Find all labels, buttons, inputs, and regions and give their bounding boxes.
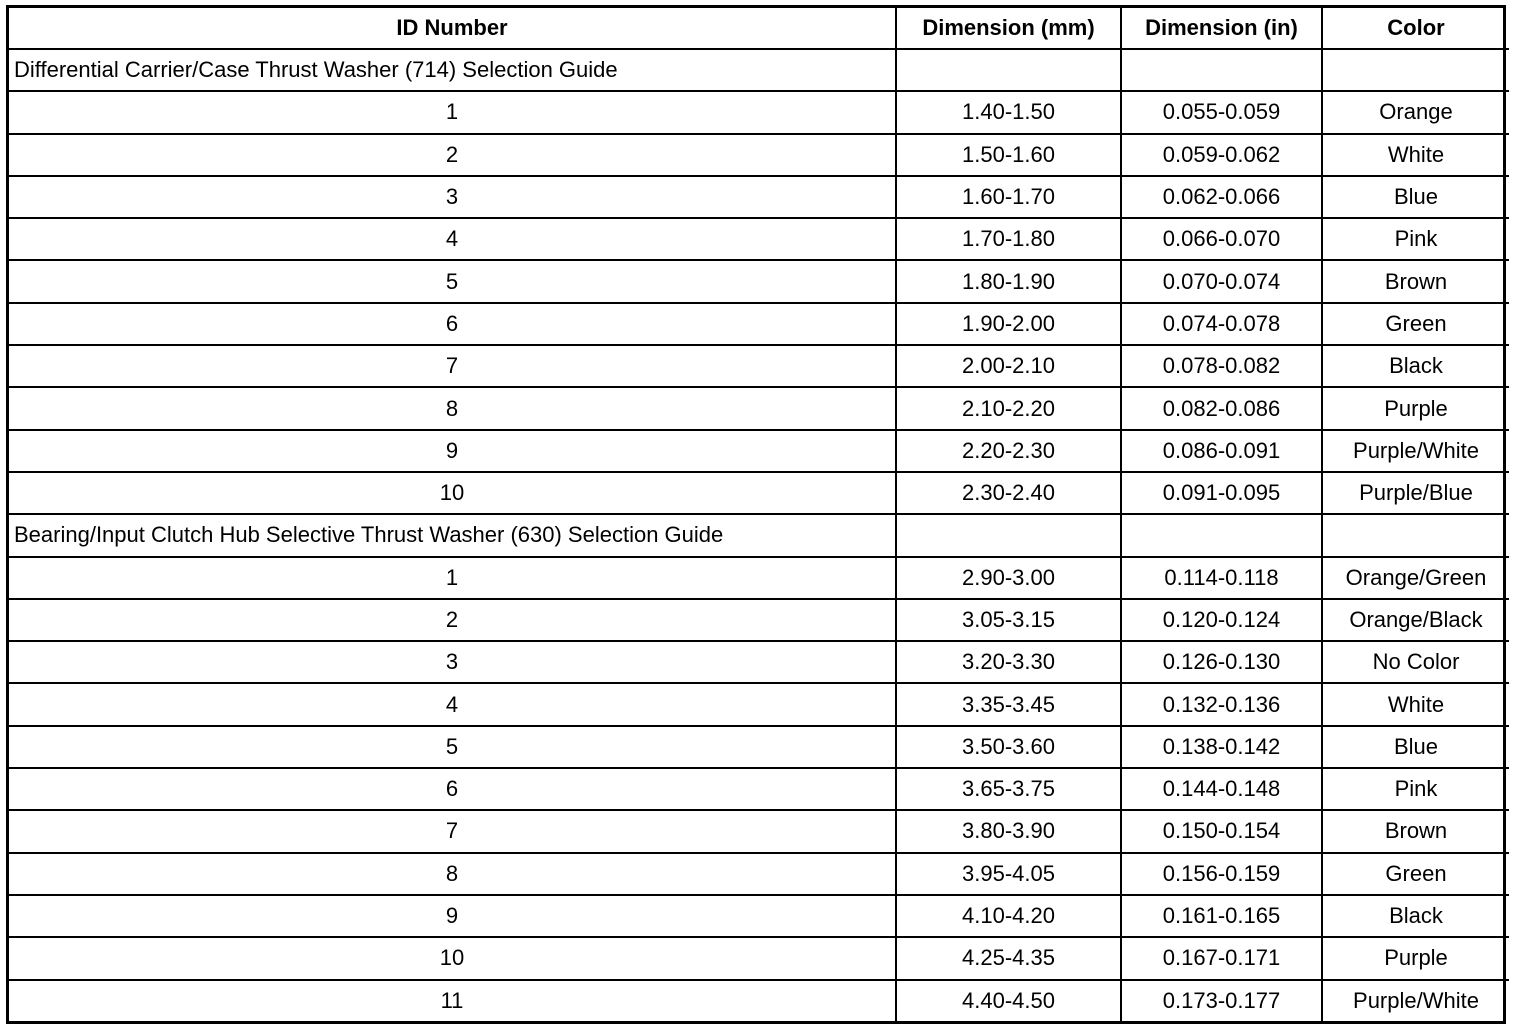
table-row [9, 599, 1509, 641]
table-row [9, 641, 1509, 683]
cell-dimension-in: 0.161-0.165 [1121, 895, 1322, 937]
cell-dimension-in: 0.070-0.074 [1121, 260, 1322, 302]
empty-cell [1121, 49, 1322, 91]
empty-cell [1322, 49, 1509, 91]
cell-dimension-in: 0.091-0.095 [1121, 472, 1322, 514]
cell-id-number: 4 [9, 683, 896, 725]
cell-color: Purple/White [1322, 430, 1509, 472]
cell-id-number: 9 [9, 895, 896, 937]
cell-color: Brown [1322, 260, 1509, 302]
cell-dimension-mm: 3.65-3.75 [896, 768, 1121, 810]
cell-color: Black [1322, 895, 1509, 937]
cell-id-number: 4 [9, 218, 896, 260]
table-row [9, 176, 1509, 218]
header-color: Color [1322, 8, 1509, 49]
cell-dimension-mm: 4.10-4.20 [896, 895, 1121, 937]
cell-id-number: 5 [9, 726, 896, 768]
cell-id-number: 2 [9, 134, 896, 176]
table-row [9, 91, 1509, 133]
cell-dimension-mm: 1.40-1.50 [896, 91, 1121, 133]
header-row [9, 8, 1509, 49]
cell-color: Blue [1322, 176, 1509, 218]
cell-color: No Color [1322, 641, 1509, 683]
cell-color: Purple/White [1322, 980, 1509, 1021]
empty-cell [1121, 514, 1322, 556]
cell-id-number: 9 [9, 430, 896, 472]
cell-dimension-mm: 2.00-2.10 [896, 345, 1121, 387]
cell-dimension-mm: 3.80-3.90 [896, 810, 1121, 852]
cell-dimension-in: 0.066-0.070 [1121, 218, 1322, 260]
table-row [9, 134, 1509, 176]
cell-dimension-in: 0.062-0.066 [1121, 176, 1322, 218]
cell-dimension-in: 0.173-0.177 [1121, 980, 1322, 1021]
header-id-number: ID Number [9, 8, 896, 49]
header-dimension-in: Dimension (in) [1121, 8, 1322, 49]
table-row [9, 557, 1509, 599]
cell-id-number: 10 [9, 472, 896, 514]
cell-dimension-mm: 1.60-1.70 [896, 176, 1121, 218]
cell-dimension-mm: 2.90-3.00 [896, 557, 1121, 599]
table-row [9, 768, 1509, 810]
cell-dimension-in: 0.114-0.118 [1121, 557, 1322, 599]
cell-color: White [1322, 683, 1509, 725]
selection-table [9, 8, 1509, 1021]
table-row [9, 937, 1509, 979]
cell-id-number: 2 [9, 599, 896, 641]
cell-id-number: 7 [9, 345, 896, 387]
table-body [9, 49, 1509, 1021]
cell-color: Purple [1322, 937, 1509, 979]
cell-color: Black [1322, 345, 1509, 387]
cell-id-number: 10 [9, 937, 896, 979]
cell-dimension-mm: 1.90-2.00 [896, 303, 1121, 345]
cell-dimension-mm: 3.20-3.30 [896, 641, 1121, 683]
cell-color: Pink [1322, 768, 1509, 810]
cell-id-number: 3 [9, 641, 896, 683]
table-row [9, 853, 1509, 895]
cell-dimension-mm: 2.30-2.40 [896, 472, 1121, 514]
cell-dimension-mm: 3.35-3.45 [896, 683, 1121, 725]
cell-id-number: 5 [9, 260, 896, 302]
cell-dimension-mm: 1.50-1.60 [896, 134, 1121, 176]
table-row [9, 260, 1509, 302]
table-row [9, 387, 1509, 429]
cell-id-number: 8 [9, 387, 896, 429]
cell-dimension-in: 0.132-0.136 [1121, 683, 1322, 725]
cell-color: Orange/Green [1322, 557, 1509, 599]
cell-dimension-mm: 2.10-2.20 [896, 387, 1121, 429]
cell-dimension-in: 0.082-0.086 [1121, 387, 1322, 429]
cell-color: Brown [1322, 810, 1509, 852]
table-row [9, 683, 1509, 725]
cell-dimension-in: 0.150-0.154 [1121, 810, 1322, 852]
cell-dimension-in: 0.055-0.059 [1121, 91, 1322, 133]
cell-id-number: 8 [9, 853, 896, 895]
cell-color: Green [1322, 303, 1509, 345]
table-row [9, 430, 1509, 472]
cell-id-number: 11 [9, 980, 896, 1021]
cell-id-number: 7 [9, 810, 896, 852]
cell-color: Orange [1322, 91, 1509, 133]
cell-dimension-mm: 4.40-4.50 [896, 980, 1121, 1021]
cell-dimension-in: 0.167-0.171 [1121, 937, 1322, 979]
cell-id-number: 6 [9, 303, 896, 345]
cell-dimension-mm: 4.25-4.35 [896, 937, 1121, 979]
section-header-row [9, 514, 1509, 556]
cell-color: Purple [1322, 387, 1509, 429]
cell-color: Orange/Black [1322, 599, 1509, 641]
cell-dimension-mm: 3.05-3.15 [896, 599, 1121, 641]
cell-color: Pink [1322, 218, 1509, 260]
table-row [9, 726, 1509, 768]
table-row [9, 810, 1509, 852]
empty-cell [1322, 514, 1509, 556]
cell-dimension-in: 0.120-0.124 [1121, 599, 1322, 641]
cell-id-number: 1 [9, 557, 896, 599]
cell-dimension-in: 0.126-0.130 [1121, 641, 1322, 683]
cell-dimension-in: 0.144-0.148 [1121, 768, 1322, 810]
table-row [9, 980, 1509, 1021]
cell-dimension-mm: 3.95-4.05 [896, 853, 1121, 895]
cell-color: Blue [1322, 726, 1509, 768]
section-title: Bearing/Input Clutch Hub Selective Thrust Washer (630) Selection Guide [9, 514, 896, 556]
cell-dimension-mm: 2.20-2.30 [896, 430, 1121, 472]
cell-dimension-in: 0.156-0.159 [1121, 853, 1322, 895]
table-row [9, 472, 1509, 514]
table-row [9, 303, 1509, 345]
empty-cell [896, 514, 1121, 556]
cell-color: White [1322, 134, 1509, 176]
cell-dimension-mm: 1.80-1.90 [896, 260, 1121, 302]
cell-color: Purple/Blue [1322, 472, 1509, 514]
cell-dimension-in: 0.059-0.062 [1121, 134, 1322, 176]
cell-dimension-mm: 3.50-3.60 [896, 726, 1121, 768]
table-row [9, 895, 1509, 937]
table-row [9, 345, 1509, 387]
cell-dimension-mm: 1.70-1.80 [896, 218, 1121, 260]
cell-id-number: 3 [9, 176, 896, 218]
thrust-washer-selection-table [6, 5, 1506, 1024]
table-row [9, 218, 1509, 260]
cell-dimension-in: 0.074-0.078 [1121, 303, 1322, 345]
cell-id-number: 1 [9, 91, 896, 133]
section-title: Differential Carrier/Case Thrust Washer (714) Selection Guide [9, 49, 896, 91]
cell-id-number: 6 [9, 768, 896, 810]
section-header-row [9, 49, 1509, 91]
cell-dimension-in: 0.078-0.082 [1121, 345, 1322, 387]
header-dimension-mm: Dimension (mm) [896, 8, 1121, 49]
cell-dimension-in: 0.138-0.142 [1121, 726, 1322, 768]
cell-dimension-in: 0.086-0.091 [1121, 430, 1322, 472]
cell-color: Green [1322, 853, 1509, 895]
empty-cell [896, 49, 1121, 91]
